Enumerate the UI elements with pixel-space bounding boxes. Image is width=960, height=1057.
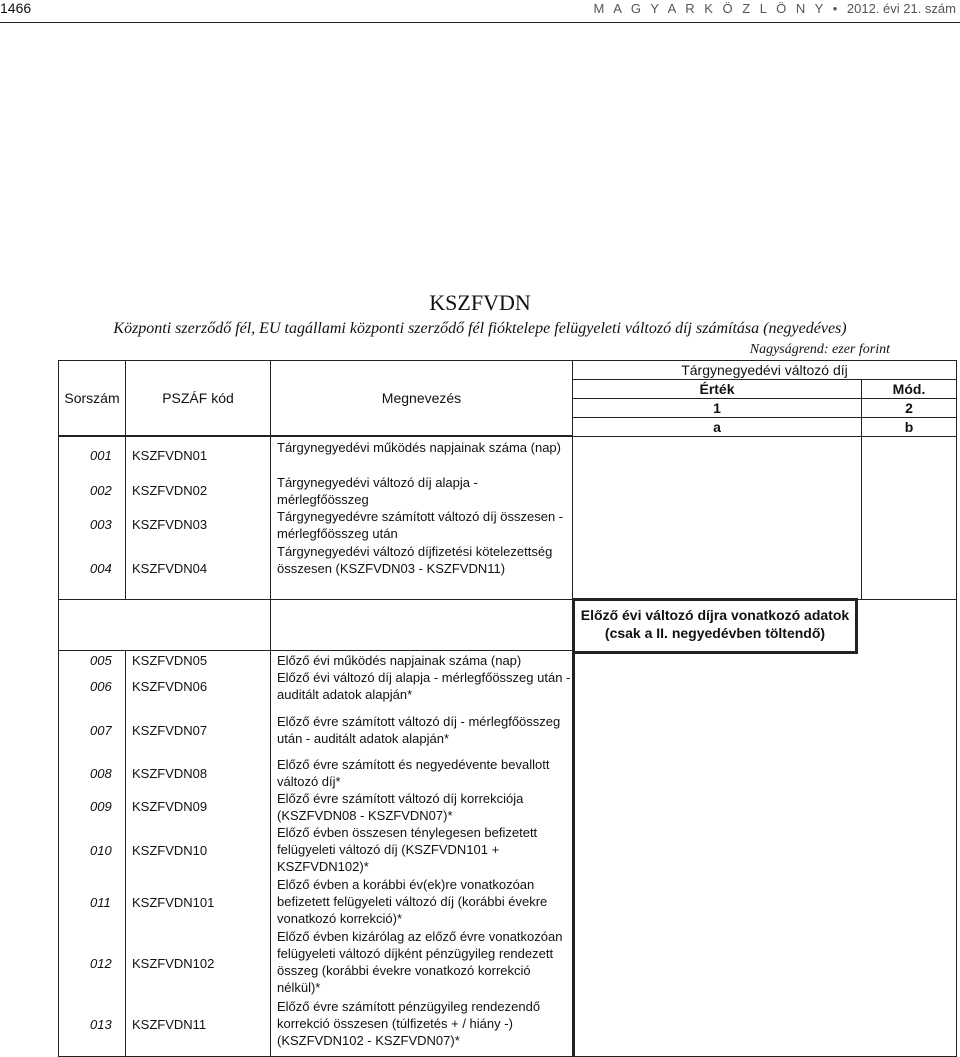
header-megnevezes	[270, 360, 573, 436]
row-code: KSZFVDN11	[132, 1017, 207, 1032]
form-title: KSZFVDN	[429, 290, 531, 315]
header-sorszam	[58, 360, 126, 436]
header-col-b	[861, 417, 957, 437]
row-description: Előző évben összesen ténylegesen befizetett felügyeleti változó díj (KSZFVDN101 + KSZFVDN102)*	[277, 825, 538, 874]
header-pszaf-kod-label: PSZÁF kód	[162, 390, 234, 406]
row-number: 011	[90, 895, 111, 910]
header-ertek	[572, 379, 862, 399]
header-col-a-label: a	[713, 419, 721, 435]
value-column-current	[572, 436, 862, 600]
col-divider-1	[125, 436, 126, 600]
row-number: 013	[90, 1017, 112, 1032]
row-description: Előző évre számított pénzügyileg rendezendő korrekció összesen (túlfizetés + / hiány -) (KSZFVDN102 - KSZFVDN07)*	[277, 999, 541, 1048]
header-col-1	[572, 398, 862, 418]
row-code: KSZFVDN10	[132, 843, 208, 858]
col-divider-2	[270, 436, 271, 650]
header-ertek-label: Érték	[699, 381, 735, 397]
row-number: 012	[90, 956, 112, 971]
row-code: KSZFVDN05	[132, 653, 208, 668]
row-description: Tárgynegyedévre számított változó díj összesen - mérlegfőösszeg után	[277, 509, 564, 541]
row-description: Előző évben a korábbi év(ek)re vonatkozóan befizetett felügyeleti változó díj (korábbi évekre vonatkozó korrekció)*	[277, 877, 548, 926]
row-number: 007	[90, 723, 112, 738]
col-divider-3	[125, 650, 126, 1057]
header-col-2-label: 2	[905, 400, 913, 416]
header-mod	[861, 379, 957, 399]
row-number: 010	[90, 843, 112, 858]
section-note-line2: (csak a II. negyedévben töltendő)	[604, 625, 826, 641]
magnitude-note: Nagyságrend: ezer forint	[749, 342, 890, 357]
row-description: Tárgynegyedévi változó díjfizetési kötelezettség összesen (KSZFVDN03 - KSZFVDN11)	[277, 544, 553, 576]
row-code: KSZFVDN02	[132, 483, 208, 498]
row-description: Tárgynegyedévi működés napjainak száma (nap)	[277, 440, 561, 455]
row-description: Tárgynegyedévi változó díj alapja - mérlegfőösszeg	[277, 475, 478, 507]
row-code: KSZFVDN102	[132, 956, 215, 971]
header-col-2	[861, 398, 957, 418]
row-description: Előző évre számított változó díj korrekciója (KSZFVDN08 - KSZFVDN07)*	[277, 791, 524, 823]
row-number: 005	[90, 653, 112, 668]
header-sorszam-label: Sorszám	[64, 390, 120, 406]
section-divider	[58, 650, 575, 651]
mod-column-current	[861, 436, 957, 600]
row-code: KSZFVDN08	[132, 766, 208, 781]
row-number: 008	[90, 766, 112, 781]
bullet-icon: •	[832, 1, 847, 16]
header-col-b-label: b	[904, 419, 914, 435]
header-col-1-label: 1	[713, 400, 721, 416]
row-code: KSZFVDN101	[132, 895, 215, 910]
header-mod-label: Mód.	[892, 381, 926, 397]
col-divider-4	[270, 650, 271, 1057]
header-group-title	[572, 360, 957, 380]
row-number: 001	[90, 448, 112, 463]
page-running-header	[0, 0, 960, 23]
header-col-a	[572, 417, 862, 437]
row-number: 003	[90, 517, 112, 532]
col-divider-5	[572, 650, 575, 1057]
header-group-title-label: Tárgynegyedévi változó díj	[681, 362, 848, 378]
row-code: KSZFVDN06	[132, 679, 208, 694]
header-megnevezes-label: Megnevezés	[381, 390, 462, 406]
row-description: Előző évben kizárólag az előző évre vonatkozóan felügyeleti változó díjként pénzügyileg rendezett összeg (korábbi évekre vonatkozó korrekció nélkül)*	[277, 929, 563, 995]
section-note-box	[572, 598, 858, 654]
row-code: KSZFVDN04	[132, 561, 208, 576]
row-code: KSZFVDN07	[132, 723, 208, 738]
row-number: 009	[90, 799, 112, 814]
row-number: 004	[90, 561, 112, 576]
row-number: 002	[90, 483, 112, 498]
page-number: 1466	[0, 0, 32, 16]
row-description: Előző évi működés napjainak száma (nap)	[277, 653, 522, 668]
row-code: KSZFVDN01	[132, 448, 208, 463]
form-subtitle: Központi szerződő fél, EU tagállami központi szerződő fél fióktelepe felügyeleti változó díj számítása (negyedéves)	[113, 320, 847, 337]
masthead	[594, 1, 956, 16]
row-description: Előző évre számított változó díj - mérlegfőösszeg után - auditált adatok alapján*	[277, 714, 561, 746]
row-number: 006	[90, 679, 112, 694]
section-note-line1: Előző évi változó díjra vonatkozó adatok	[580, 607, 850, 623]
header-pszaf-kod	[125, 360, 271, 436]
row-code: KSZFVDN03	[132, 517, 208, 532]
issue-number: 2012. évi 21. szám	[846, 1, 956, 16]
masthead-title: M A G Y A R K Ö Z L Ö N Y	[593, 1, 827, 16]
row-description: Előző évre számított és negyedévente bevallott változó díj*	[277, 757, 550, 789]
row-description: Előző évi változó díj alapja - mérlegfőösszeg után - auditált adatok alapján*	[277, 670, 571, 702]
row-code: KSZFVDN09	[132, 799, 208, 814]
